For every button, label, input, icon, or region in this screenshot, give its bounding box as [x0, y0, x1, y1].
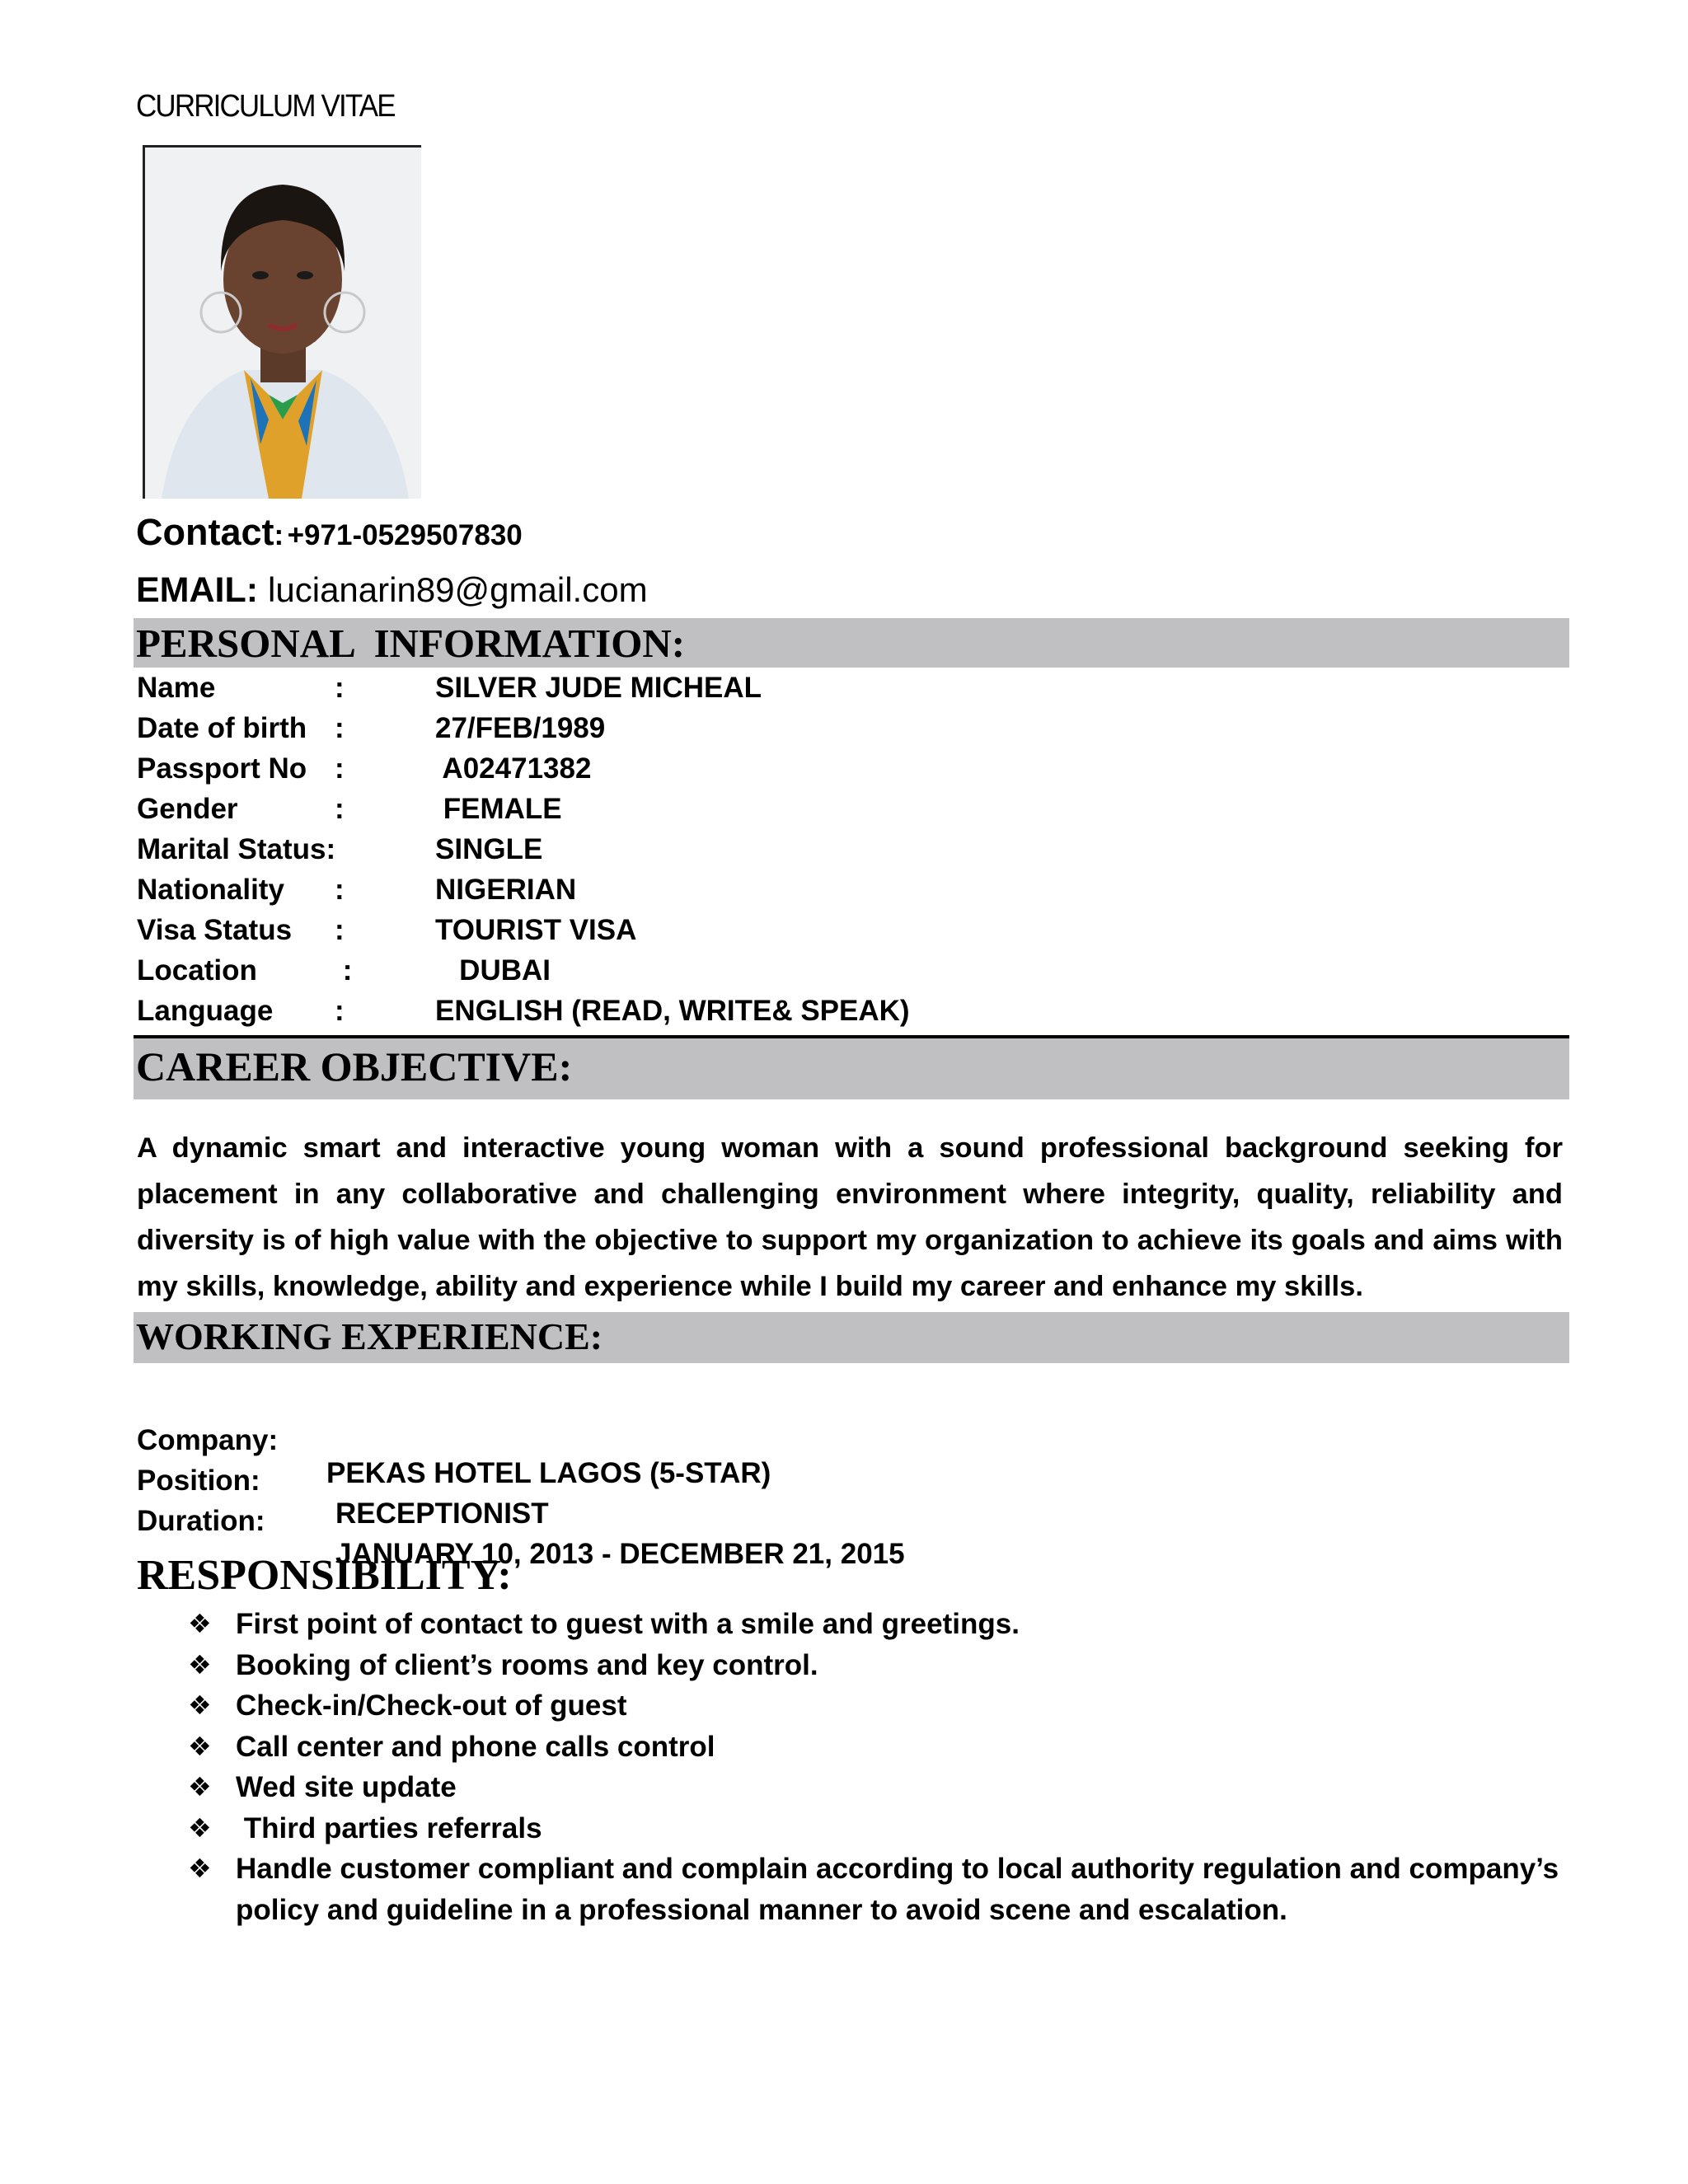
responsibility-text: Call center and phone calls control — [236, 1730, 715, 1763]
field-value: TOURIST VISA — [435, 914, 637, 946]
contact-separator: : — [274, 519, 284, 551]
diamond-bullet-icon: ❖ — [188, 1854, 212, 1883]
document-title: CURRICULUM VITAE — [136, 89, 395, 124]
working-experience-heading: WORKING EXPERIENCE: — [134, 1312, 1569, 1363]
responsibility-text: Handle customer compliant and complain according to local authority regulation and company’s policy and guideline in a professional manner to avoid scene and escalation. — [236, 1853, 1567, 1926]
duration-value: JANUARY 10, 2013 - DECEMBER 21, 2015 — [335, 1538, 905, 1570]
company-value: PEKAS HOTEL LAGOS (5-STAR) — [326, 1457, 771, 1489]
diamond-bullet-icon: ❖ — [188, 1690, 212, 1720]
position-label: Position: — [137, 1465, 260, 1497]
field-separator: : — [335, 752, 345, 785]
field-value: SILVER JUDE MICHEAL — [435, 672, 762, 704]
responsibility-item — [188, 1727, 1573, 1768]
career-objective-heading: CAREER OBJECTIVE: — [134, 1038, 1569, 1099]
contact-phone-line — [136, 511, 523, 554]
diamond-bullet-icon: ❖ — [188, 1731, 212, 1761]
duration-label: Duration: — [137, 1505, 265, 1537]
field-value: NIGERIAN — [435, 874, 577, 906]
field-value: A02471382 — [435, 752, 592, 785]
responsibility-text: Check-in/Check-out of guest — [236, 1690, 627, 1722]
responsibility-text: Booking of client’s rooms and key control. — [236, 1648, 818, 1681]
company-label: Company: — [137, 1424, 279, 1456]
portrait-image — [145, 148, 421, 499]
position-value: RECEPTIONIST — [335, 1497, 549, 1530]
responsibility-item — [188, 1645, 1573, 1686]
field-label: Date of birth — [137, 712, 307, 744]
field-label: Gender — [137, 793, 238, 825]
responsibility-text: Wed site update — [236, 1771, 457, 1803]
contact-phone[interactable]: +971-0529507830 — [287, 519, 523, 551]
responsibility-text: First point of contact to guest with a smile and greetings. — [236, 1608, 1020, 1640]
email-address[interactable]: lucianarin89@gmail.com — [268, 570, 648, 609]
contact-email-line — [136, 570, 648, 611]
profile-photo — [143, 145, 421, 499]
responsibility-item — [188, 1849, 1573, 1930]
field-value: DUBAI — [435, 954, 551, 987]
diamond-bullet-icon: ❖ — [188, 1649, 212, 1680]
personal-info-heading: PERSONAL INFORMATION: — [134, 618, 1569, 668]
field-separator: : — [335, 793, 345, 825]
field-label: Visa Status — [137, 914, 293, 946]
responsibility-text: Third parties referrals — [236, 1811, 542, 1844]
field-label: Passport No — [137, 752, 307, 785]
field-separator: : — [335, 995, 345, 1027]
field-separator: : — [335, 712, 345, 744]
responsibility-item — [188, 1685, 1573, 1727]
field-separator: : — [335, 914, 345, 946]
field-label: Marital Status: — [137, 833, 336, 865]
field-separator: : — [335, 954, 353, 987]
field-label: Location — [137, 954, 257, 987]
responsibility-list — [188, 1604, 1573, 1930]
career-objective-text: A dynamic smart and interactive young woman with a sound professional background seeking for placement in any collaborative and challenging environment where integrity, quality, reliability and diversity is of high value with the objective to support my organization to achieve its goals and aims with my skills, knowledge, ability and experience while I build my career and enhance my skills. — [137, 1132, 1563, 1302]
responsibility-item — [188, 1767, 1573, 1808]
responsibility-item — [188, 1604, 1573, 1645]
responsibility-item — [188, 1808, 1573, 1849]
field-value: ENGLISH (READ, WRITE& SPEAK) — [435, 995, 910, 1027]
field-value: FEMALE — [435, 793, 562, 825]
field-value: 27/FEB/1989 — [435, 712, 606, 744]
field-label: Nationality — [137, 874, 284, 906]
field-separator: : — [335, 672, 345, 704]
diamond-bullet-icon: ❖ — [188, 1812, 212, 1843]
email-label: EMAIL: — [136, 570, 259, 610]
field-value: SINGLE — [435, 833, 543, 865]
field-separator: : — [335, 874, 345, 906]
diamond-bullet-icon: ❖ — [188, 1772, 212, 1802]
responsibility-heading: RESPONSIBILITY: — [137, 1552, 512, 1599]
diamond-bullet-icon: ❖ — [188, 1609, 212, 1638]
field-label: Name — [137, 672, 216, 704]
contact-label: Contact — [136, 511, 274, 553]
field-label: Language — [137, 995, 274, 1027]
